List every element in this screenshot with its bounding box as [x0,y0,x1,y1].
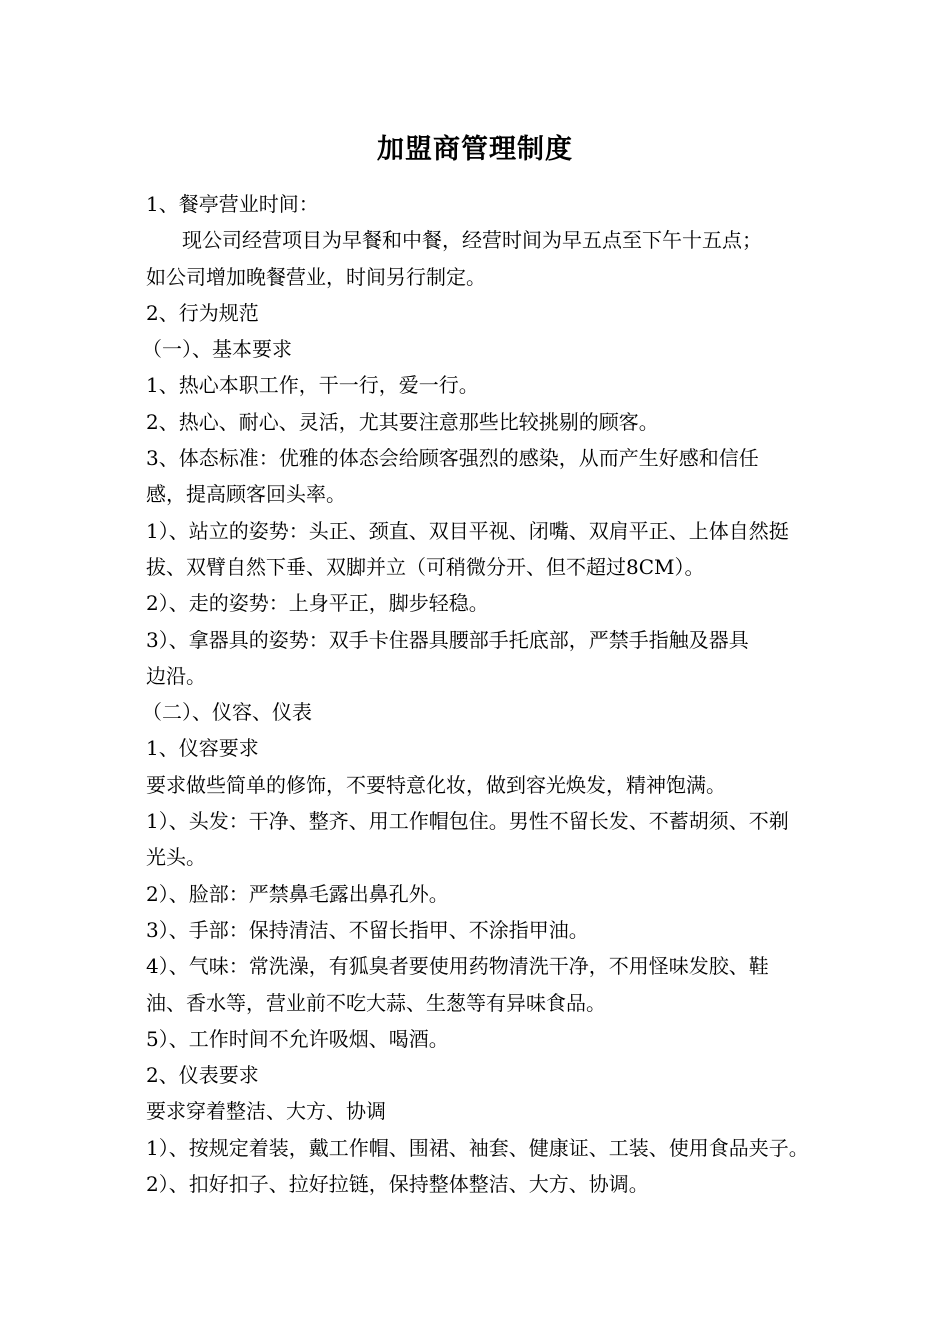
text-line: 如公司增加晚餐营业，时间另行制定。 [146,264,486,289]
text-line: 感，提高顾客回头率。 [146,482,346,507]
text-line: 现公司经营项目为早餐和中餐，经营时间为早五点至下午十五点； [182,228,762,253]
text-line: 3、体态标准：优雅的体态会给顾客强烈的感染，从而产生好感和信任 [146,446,759,471]
text-line: 1）、头发：干净、整齐、用工作帽包住。男性不留长发、不蓄胡须、不剃 [146,809,789,834]
text-line: 2）、走的姿势：上身平正，脚步轻稳。 [146,591,489,616]
text-line: （二）、仪容、仪表 [142,700,312,725]
text-line: 2、仪表要求 [146,1063,259,1088]
text-line: 2、热心、耐心、灵活，尤其要注意那些比较挑剔的顾客。 [146,409,659,434]
text-line: 要求做些简单的修饰，不要特意化妆，做到容光焕发，精神饱满。 [146,772,726,797]
text-line: 5）、工作时间不允许吸烟、喝酒。 [146,1026,449,1051]
document-body [142,186,836,1202]
text-line: 4）、气味：常洗澡，有狐臭者要使用药物清洗干净，不用怪味发胶、鞋 [146,954,769,979]
text-line: 1、餐亭营业时间： [146,192,319,216]
text-line: 1、热心本职工作，干一行，爱一行。 [146,373,479,398]
text-line: 2、行为规范 [146,300,259,325]
text-line: 2）、扣好扣子、拉好拉链，保持整体整洁、大方、协调。 [146,1172,649,1197]
text-line: （一）、基本要求 [142,337,292,362]
text-line: 2）、脸部：严禁鼻毛露出鼻孔外。 [146,881,449,906]
text-line: 光头。 [146,845,206,870]
text-line: 边沿。 [146,663,206,688]
text-line: 1）、按规定着装，戴工作帽、围裙、袖套、健康证、工装、使用食品夹子。 [146,1135,809,1160]
text-line: 拔、双臂自然下垂、双脚并立（可稍微分开、但不超过8CM）。 [146,554,705,579]
text-line: 1）、站立的姿势：头正、颈直、双目平视、闭嘴、双肩平正、上体自然挺 [146,518,789,543]
document-title: 加盟商管理制度 [377,134,573,165]
text-line: 1、仪容要求 [146,736,259,761]
text-line: 3）、手部：保持清洁、不留长指甲、不涂指甲油。 [146,917,589,942]
text-line: 要求穿着整洁、大方、协调 [146,1099,386,1124]
text-line: 油、香水等，营业前不吃大蒜、生葱等有异味食品。 [146,990,606,1015]
text-line: 3）、拿器具的姿势：双手卡住器具腰部手托底部，严禁手指触及器具 [146,627,749,652]
